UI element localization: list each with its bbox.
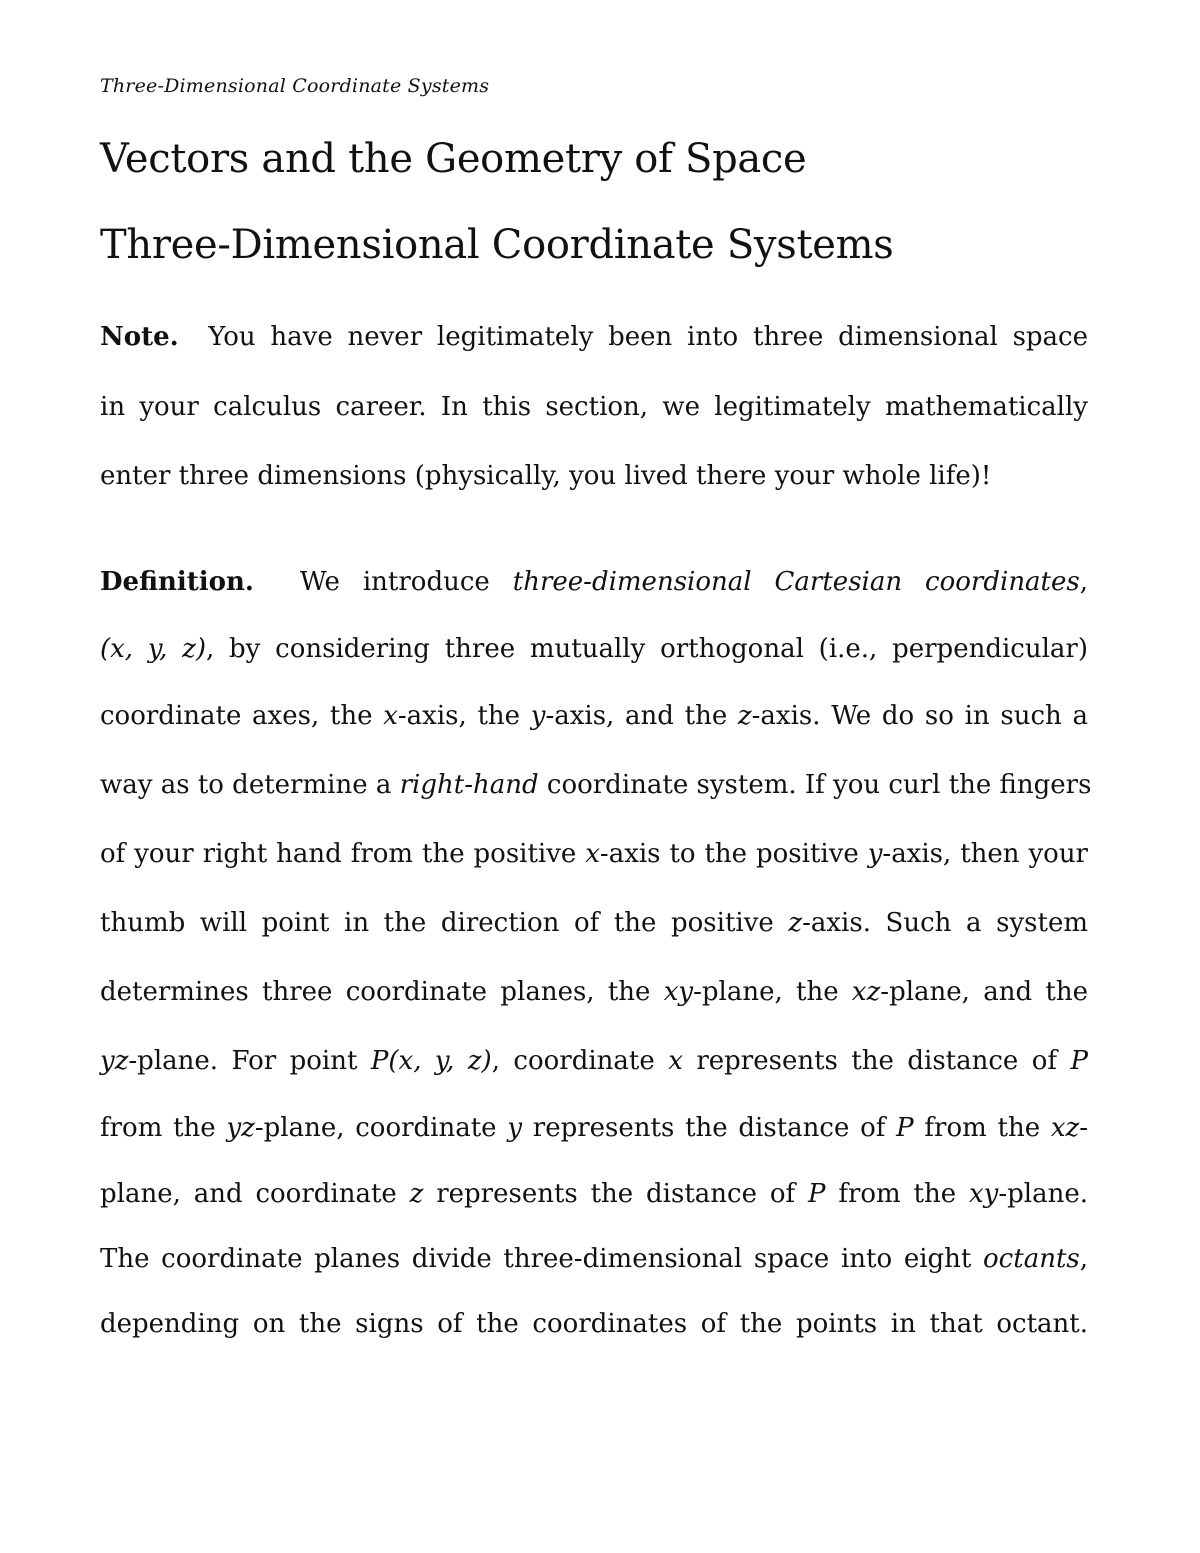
text-run: We introduce xyxy=(299,567,513,597)
math-x: x xyxy=(668,1046,683,1076)
text-run: , xyxy=(1079,567,1089,597)
definition-line-12: depending on the signs of the coordinates of the points in that octant. xyxy=(100,1309,1088,1339)
math-z: z xyxy=(788,908,803,938)
math-p: P xyxy=(807,1179,826,1209)
note-text: You have never legitimately been into three dimensional space xyxy=(208,322,1089,352)
text-run: represents the distance of xyxy=(522,1113,897,1143)
definition-line-4 xyxy=(100,770,1092,810)
text-run: -axis, and the xyxy=(545,701,738,731)
math-xz: xz xyxy=(851,977,881,1007)
text-run: The coordinate planes divide three-dimensional space into eight xyxy=(100,1244,984,1274)
text-run: determines three coordinate planes, the xyxy=(100,977,664,1007)
term-right-hand: right-hand xyxy=(399,770,539,800)
definition-lead: Definition. xyxy=(100,567,254,597)
text-run: -axis, the xyxy=(397,701,531,731)
text-run: - xyxy=(1079,1113,1089,1143)
text-run: -axis, then your xyxy=(882,839,1088,869)
text-run: , by considering three mutually orthogonal (i.e., perpendicular) xyxy=(205,634,1088,664)
math-xz: xz xyxy=(1050,1113,1080,1143)
text-run: from the xyxy=(825,1179,969,1209)
math-p: P xyxy=(1070,1046,1088,1076)
text-run: represents the distance of xyxy=(423,1179,808,1209)
note-lead: Note. xyxy=(100,322,179,352)
text-run: thumb will point in the direction of the positive xyxy=(100,908,789,938)
text-run: -axis to the positive xyxy=(599,839,868,869)
definition-line-6 xyxy=(100,908,1088,948)
chapter-title: Vectors and the Geometry of Space xyxy=(100,136,807,182)
math-y: y xyxy=(530,701,546,731)
text-run: , xyxy=(1079,1244,1088,1274)
text-run: -plane, coordinate xyxy=(254,1113,508,1143)
text-run: -plane. xyxy=(998,1179,1089,1209)
math-x: x xyxy=(585,839,600,869)
text-run: from the xyxy=(100,1113,227,1143)
document-page xyxy=(100,0,1092,1553)
math-xyz: (x, y, z) xyxy=(100,634,206,664)
text-run: -axis. We do so in such a xyxy=(751,701,1088,731)
math-xy: xy xyxy=(969,1179,999,1209)
math-p: P xyxy=(896,1113,914,1143)
text-run: from the xyxy=(913,1113,1051,1143)
definition-line-7 xyxy=(100,977,1088,1017)
text-run: -plane. For point xyxy=(128,1046,371,1076)
term-cartesian-coordinates: three-dimensional Cartesian coordinates xyxy=(512,567,1080,597)
definition-line-5 xyxy=(100,839,1088,879)
note-line-1 xyxy=(100,322,1088,362)
text-run: way as to determine a xyxy=(100,770,400,800)
math-z: z xyxy=(737,701,752,731)
math-xy: xy xyxy=(663,977,694,1007)
text-run: -plane, the xyxy=(693,977,852,1007)
text-run: of your right hand from the positive xyxy=(100,839,586,869)
term-octants: octants xyxy=(983,1244,1080,1274)
definition-line-2 xyxy=(100,634,1088,674)
math-x: x xyxy=(383,701,398,731)
definition-line-8 xyxy=(100,1046,1088,1086)
note-line-3: enter three dimensions (physically, you lived there your whole life)! xyxy=(100,461,992,491)
definition-line-11 xyxy=(100,1244,1088,1284)
math-z: z xyxy=(409,1179,424,1209)
text-run: , coordinate xyxy=(491,1046,669,1076)
math-y: y xyxy=(867,839,883,869)
text-run: coordinate system. If you curl the fingers xyxy=(538,770,1092,800)
running-head: Three-Dimensional Coordinate Systems xyxy=(100,75,490,97)
text-run: coordinate axes, the xyxy=(100,701,384,731)
definition-line-10 xyxy=(100,1179,1088,1219)
text-run: plane, and coordinate xyxy=(100,1179,410,1209)
text-run: -plane, and the xyxy=(880,977,1088,1007)
definition-line-9 xyxy=(100,1113,1088,1153)
math-y: y xyxy=(507,1113,523,1143)
definition-line-3 xyxy=(100,701,1088,741)
math-yz: yz xyxy=(226,1113,255,1143)
math-yz: yz xyxy=(100,1046,129,1076)
text-run: represents the distance of xyxy=(682,1046,1071,1076)
text-run: -axis. Such a system xyxy=(802,908,1088,938)
section-title: Three-Dimensional Coordinate Systems xyxy=(100,222,894,268)
definition-line-1 xyxy=(100,567,1088,607)
note-line-2: in your calculus career. In this section, we legitimately mathematically xyxy=(100,392,1088,422)
math-point-p: P(x, y, z) xyxy=(370,1046,492,1076)
